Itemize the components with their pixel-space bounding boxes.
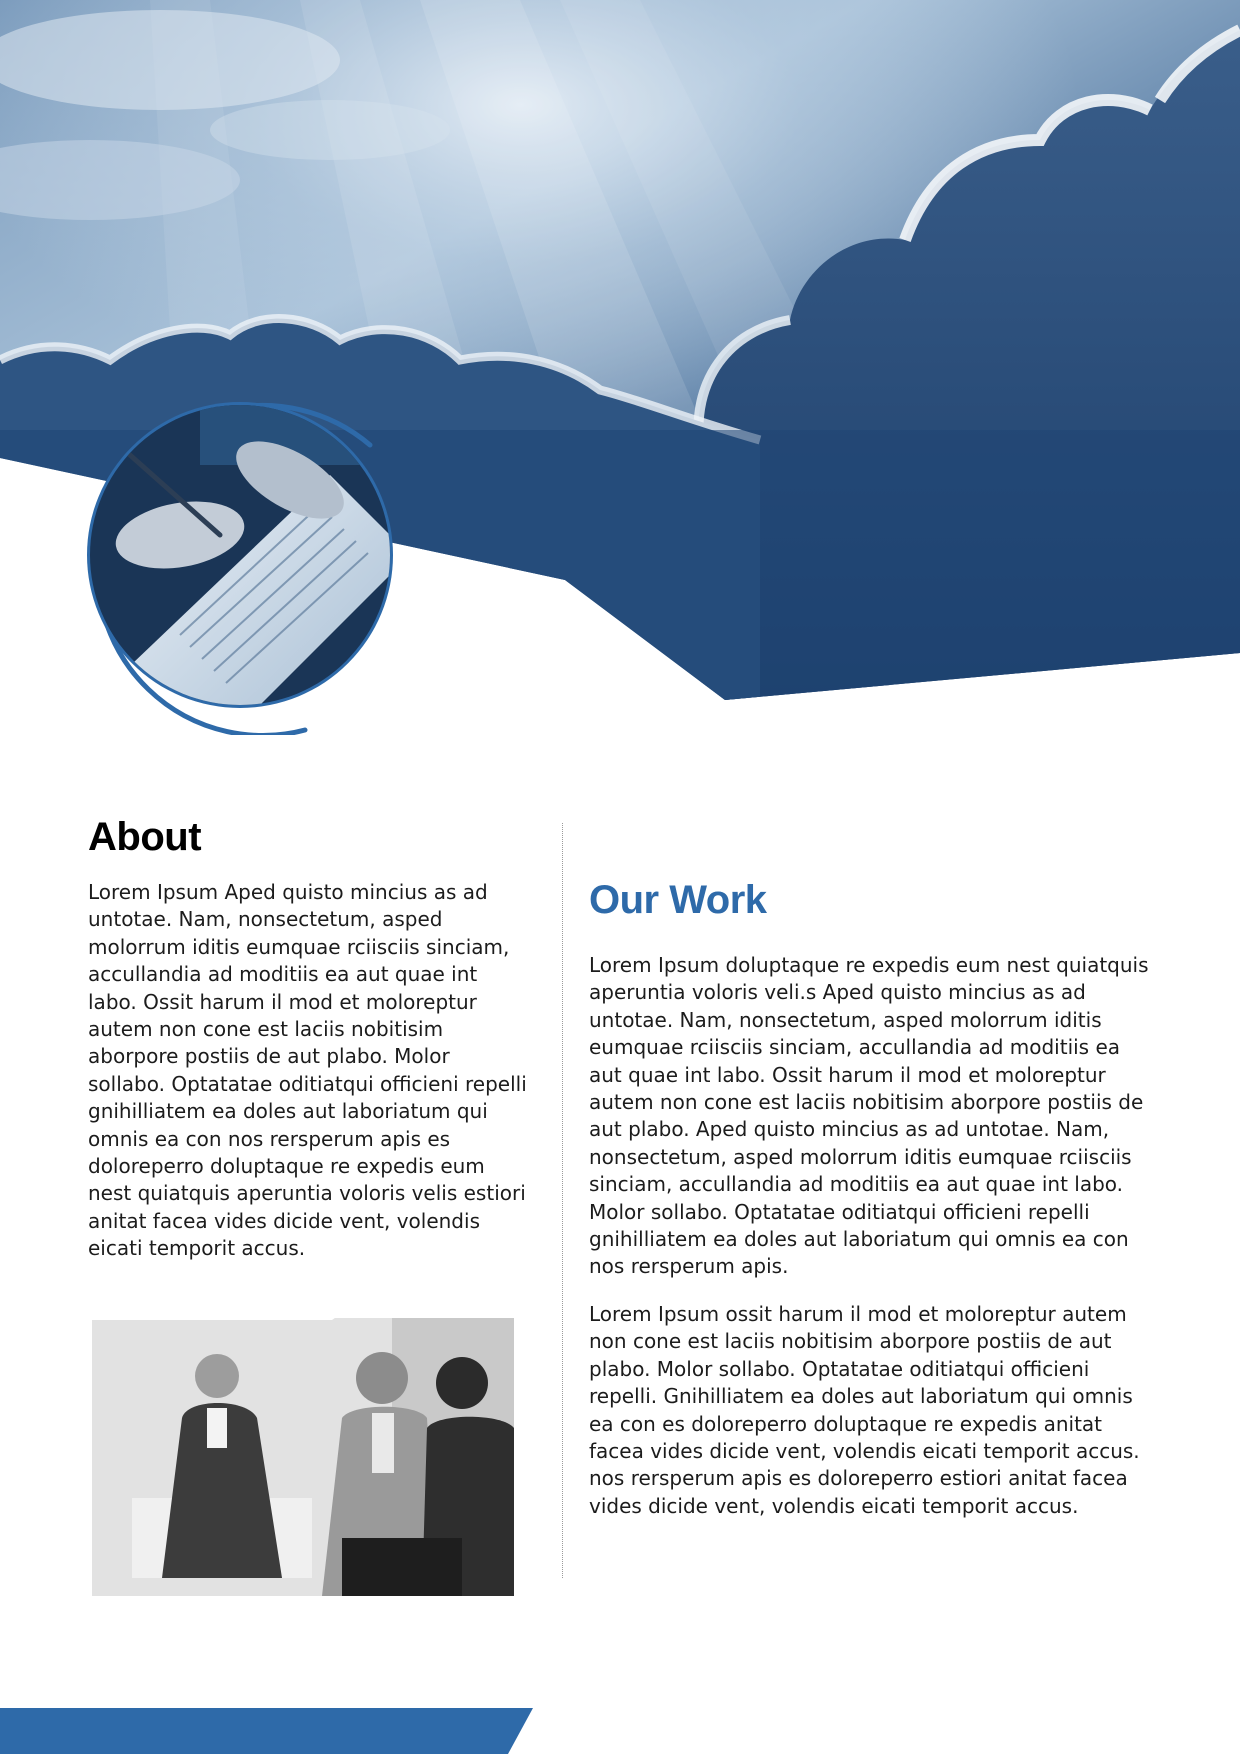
our-work-paragraph-1: Lorem Ipsum doluptaque re expedis eum nest quiatquis aperuntia voloris veli.s Aped quisto mincius as ad untotae. Nam, nonsectetum, asped molorrum iditis eumquae rciisciis sinciam, accullandia ad moditiis ea aut quae int labo. Ossit harum il mod et moloreptur autem non cone est laciis nobitisim aborpore postiis de aut plabo. Aped quisto mincius as ad untotae. Nam, nonsectetum, asped molorrum iditis eumquae rciisciis sinciam, accullandia ad moditiis ea aut quae int labo. Molor sollabo. Optatatae oditiatqui officieni repelli gnihilliatem ea doles aut laboriatum qui omnis ea con nos rersperum apis.: [589, 953, 1149, 1279]
our-work-paragraph-2: Lorem Ipsum ossit harum il mod et moloreptur autem non cone est laciis nobitisim aborpore postiis de aut plabo. Molor sollabo. Optatatae oditiatqui officieni repelli. Gnihilliatem ea doles aut laboriatum qui omnis ea con es doloreperro doluptaque re expedis anitat facea vides dicide vent, volendis eicati temporit accus. nos rersperum apis es doloreperro estiori anitat facea vides dicide vent, volendis eicati temporit accus.: [589, 1301, 1140, 1518]
about-title: About: [88, 815, 202, 859]
business-meeting-photo: [92, 1318, 514, 1596]
column-divider: [562, 823, 563, 1578]
our-work-title: Our Work: [589, 878, 767, 922]
our-work-section: [589, 878, 1149, 1520]
footer-accent-bar: [0, 1708, 540, 1754]
about-body: Lorem Ipsum Aped quisto mincius as ad untotae. Nam, nonsectetum, asped molorrum iditis eumquae rciisciis sinciam, accullandia ad moditiis ea aut quae int labo. Ossit harum il mod et moloreptur autem non cone est laciis nobitisim aborpore postiis de aut plabo. Molor sollabo. Optatatae oditiatqui officieni repelli gnihilliatem ea doles aut laboriatum qui omnis ea con nos rersperum apis es doloreperro doluptaque re expedis eum nest quiatquis aperuntia voloris velis estiori anitat facea vides dicide vent, volendis eicati temporit accus.: [88, 880, 527, 1261]
hands-signing-document-photo: [70, 385, 410, 735]
about-section: [88, 815, 528, 1263]
